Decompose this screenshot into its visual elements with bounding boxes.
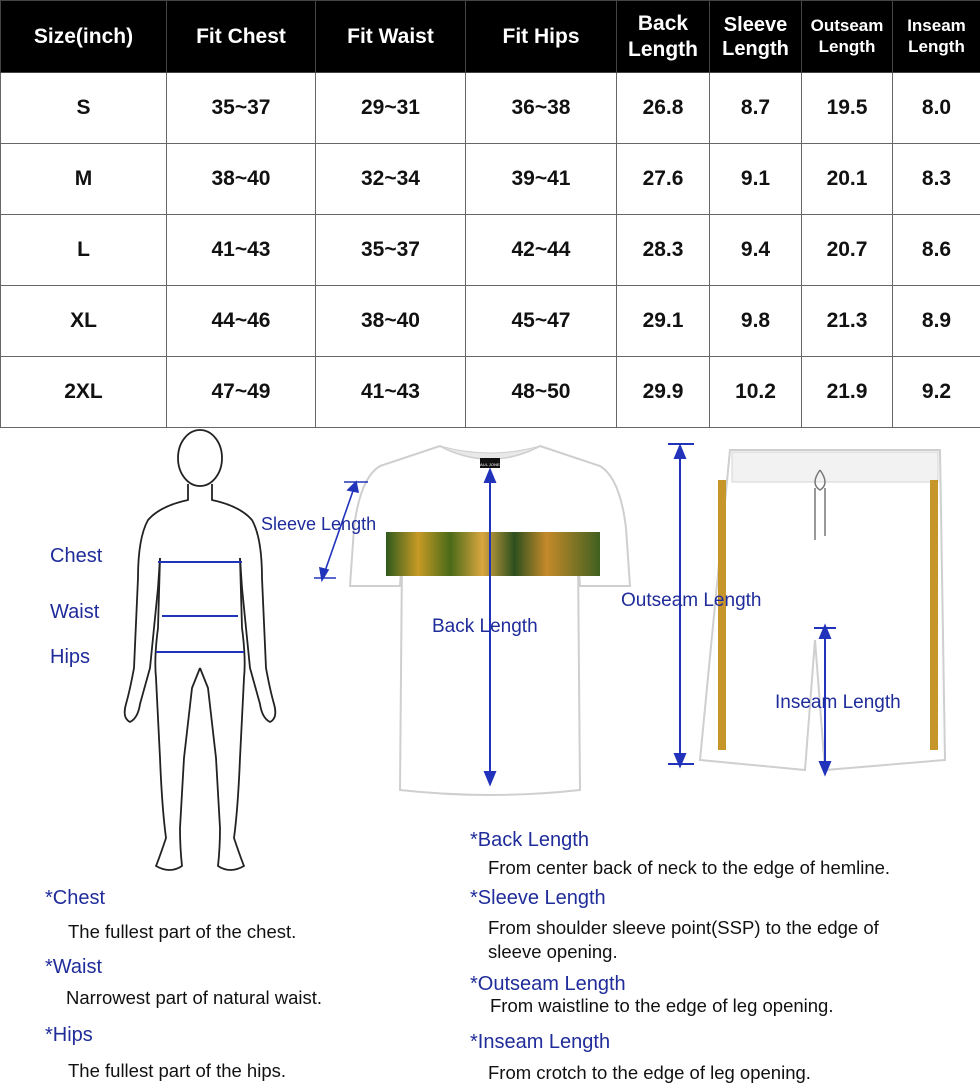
cell-outseam-length: 19.5 xyxy=(802,73,893,144)
hips-label: Hips xyxy=(50,646,91,668)
cell-sleeve-length: 9.4 xyxy=(710,215,802,286)
cell-size: XL xyxy=(1,286,167,357)
header-outseam-length: Outseam Length xyxy=(802,1,893,73)
def-sleeve-length-desc-2: sleeve opening. xyxy=(488,941,618,962)
def-waist-desc: Narrowest part of natural waist. xyxy=(66,987,323,1008)
cell-fit-hips: 48~50 xyxy=(466,357,617,428)
cell-size: M xyxy=(1,144,167,215)
cell-sleeve-length: 8.7 xyxy=(710,73,802,144)
def-back-length-term: *Back Length xyxy=(470,829,589,851)
cell-inseam-length: 9.2 xyxy=(893,357,980,428)
cell-inseam-length: 8.9 xyxy=(893,286,980,357)
table-row xyxy=(1,286,980,357)
def-hips-term: *Hips xyxy=(45,1024,93,1046)
cell-fit-waist: 35~37 xyxy=(316,215,466,286)
cell-fit-hips: 45~47 xyxy=(466,286,617,357)
waist-label: Waist xyxy=(50,601,100,623)
cell-outseam-length: 20.1 xyxy=(802,144,893,215)
cell-back-length: 29.1 xyxy=(617,286,710,357)
cell-fit-chest: 38~40 xyxy=(167,144,316,215)
cell-fit-hips: 39~41 xyxy=(466,144,617,215)
header-fit-hips: Fit Hips xyxy=(466,1,617,73)
outseam-length-label: Outseam Length xyxy=(621,590,762,611)
cell-fit-waist: 32~34 xyxy=(316,144,466,215)
sleeve-length-label: Sleeve Length xyxy=(261,514,377,534)
def-inseam-length-term: *Inseam Length xyxy=(470,1031,611,1053)
cell-fit-waist: 41~43 xyxy=(316,357,466,428)
table-row xyxy=(1,73,980,144)
cell-outseam-length: 20.7 xyxy=(802,215,893,286)
cell-inseam-length: 8.0 xyxy=(893,73,980,144)
def-outseam-length-desc: From waistline to the edge of leg opening. xyxy=(490,995,834,1016)
cell-size: L xyxy=(1,215,167,286)
cell-fit-chest: 47~49 xyxy=(167,357,316,428)
body-silhouette xyxy=(120,428,280,884)
cell-fit-chest: 41~43 xyxy=(167,215,316,286)
def-hips-desc: The fullest part of the hips. xyxy=(68,1060,287,1081)
def-chest-desc: The fullest part of the chest. xyxy=(68,921,297,942)
cell-back-length: 29.9 xyxy=(617,357,710,428)
cell-outseam-length: 21.3 xyxy=(802,286,893,357)
def-chest-term: *Chest xyxy=(45,887,106,909)
header-fit-chest: Fit Chest xyxy=(167,1,316,73)
cell-sleeve-length: 10.2 xyxy=(710,357,802,428)
cell-fit-waist: 38~40 xyxy=(316,286,466,357)
shirt-tag-text: PAUL JONES xyxy=(477,462,503,467)
def-waist-term: *Waist xyxy=(45,956,103,978)
def-sleeve-length-desc-1: From shoulder sleeve point(SSP) to the edge of xyxy=(488,917,879,938)
inseam-length-label: Inseam Length xyxy=(775,692,901,713)
cell-sleeve-length: 9.8 xyxy=(710,286,802,357)
cell-sleeve-length: 9.1 xyxy=(710,144,802,215)
chest-label: Chest xyxy=(50,545,103,567)
def-inseam-length-desc: From crotch to the edge of leg opening. xyxy=(488,1062,811,1083)
cell-fit-chest: 44~46 xyxy=(167,286,316,357)
cell-back-length: 28.3 xyxy=(617,215,710,286)
cell-size: 2XL xyxy=(1,357,167,428)
cell-outseam-length: 21.9 xyxy=(802,357,893,428)
def-sleeve-length-term: *Sleeve Length xyxy=(470,887,606,909)
back-length-label: Back Length xyxy=(432,616,538,637)
header-inseam-length: Inseam Length xyxy=(893,1,980,73)
cell-inseam-length: 8.6 xyxy=(893,215,980,286)
cell-fit-waist: 29~31 xyxy=(316,73,466,144)
header-back-length: Back Length xyxy=(617,1,710,73)
cell-back-length: 26.8 xyxy=(617,73,710,144)
table-row xyxy=(1,144,980,215)
cell-inseam-length: 8.3 xyxy=(893,144,980,215)
table-header-row xyxy=(1,1,980,73)
cell-size: S xyxy=(1,73,167,144)
size-chart-table xyxy=(0,0,980,428)
header-fit-waist: Fit Waist xyxy=(316,1,466,73)
def-outseam-length-term: *Outseam Length xyxy=(470,973,626,995)
def-back-length-desc: From center back of neck to the edge of hemline. xyxy=(488,857,891,878)
cell-fit-hips: 36~38 xyxy=(466,73,617,144)
cell-fit-chest: 35~37 xyxy=(167,73,316,144)
header-sleeve-length: Sleeve Length xyxy=(710,1,802,73)
header-size: Size(inch) xyxy=(1,1,167,73)
cell-back-length: 27.6 xyxy=(617,144,710,215)
table-row xyxy=(1,215,980,286)
table-row xyxy=(1,357,980,428)
cell-fit-hips: 42~44 xyxy=(466,215,617,286)
